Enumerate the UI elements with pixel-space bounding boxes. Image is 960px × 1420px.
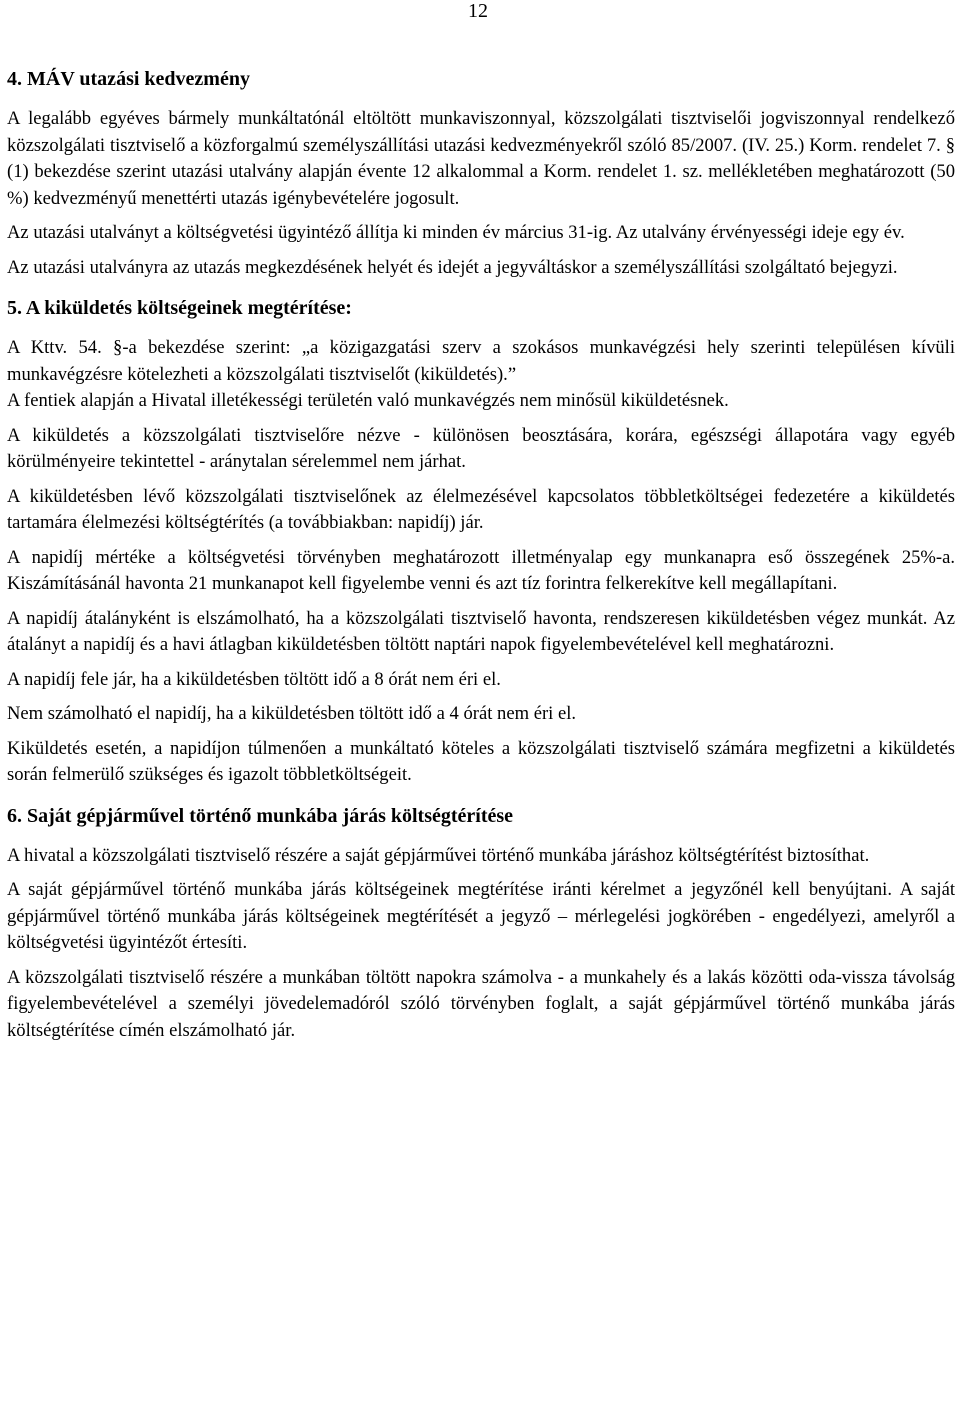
- section-5-paragraph-1b: A fentiek alapján a Hivatal illetékességi területén való munkavégzés nem minősül kiküldetésnek.: [7, 390, 729, 411]
- section-5-paragraph-6: A napidíj fele jár, ha a kiküldetésben töltött idő a 8 órát nem éri el.: [7, 668, 501, 690]
- section-5-paragraph-5: A napidíj átalányként is elszámolható, ha a közszolgálati tisztviselő havonta, rendszeresen kiküldetésben végez munkát. Az átalányt a napidíj és a havi átlagban kiküldetésben töltött naptári napok figyelembevételével kell meghatározni.: [7, 607, 955, 655]
- page-number: 12: [468, 0, 488, 22]
- document-body: [7, 64, 955, 1044]
- section-4-paragraph-1: A legalább egyéves bármely munkáltatónál eltöltött munkaviszonnyal, közszolgálati tisztviselői jogviszonnyal rendelkező közszolgálati tisztviselő a közforgalmú személyszállítási utazási kedvezményekről szóló 85/2007. (IV. 25.) Korm. rendelet 7. § (1) bekezdése szerint utazási utalvány alapján évente 12 alkalommal a Korm. rendelet 1. sz. mellékletében meghatározott (50 %) kedvezményű menettérti utazás igénybevételére jogosult.: [7, 108, 955, 209]
- section-6-paragraph-1: A hivatal a közszolgálati tisztviselő részére a saját gépjárművei történő munkába járáshoz költségtérítést biztosíthat.: [7, 844, 870, 866]
- section-6-heading: 6. Saját gépjárművel történő munkába járás költségtérítése: [7, 804, 514, 827]
- section-4-paragraph-2: Az utazási utalványt a költségvetési ügyintéző állítja ki minden év március 31-ig. Az utalvány érvényességi ideje egy év.: [7, 222, 905, 243]
- section-4-heading: 4. MÁV utazási kedvezmény: [7, 68, 250, 90]
- section-5-paragraph-4: A napidíj mértéke a költségvetési törvényben meghatározott illetményalap egy munkanapra eső összegének 25%-a. Kiszámításánál havonta 21 munkanapot kell figyelembe venni és azt tíz forintra felkerekítve kell megállapítani.: [7, 546, 955, 594]
- section-5-paragraph-7: Nem számolható el napidíj, ha a kiküldetésben töltött idő a 4 órát nem éri el.: [7, 703, 577, 724]
- section-5-heading: 5. A kiküldetés költségeinek megtérítése:: [7, 297, 352, 319]
- section-5-paragraph-1: A Kttv. 54. §-a bekezdése szerint: „a közigazgatási szerv a szokásos munkavégzési hely szerinti településen kívüli munkavégzésre kötelezheti a közszolgálati tisztviselőt (kiküldetés).”: [7, 337, 955, 385]
- section-5-paragraph-8: Kiküldetés esetén, a napidíjon túlmenően a munkáltató köteles a közszolgálati tisztviselő számára megfizetni a kiküldetés során felmerülő szükséges és igazolt többletköltségeit.: [7, 737, 955, 785]
- section-5-paragraph-3: A kiküldetésben lévő közszolgálati tisztviselőnek az élelmezésével kapcsolatos többletköltségei fedezetére a kiküldetés tartamára élelmezési költségtérítés (a továbbiakban: napidíj) jár.: [7, 485, 955, 533]
- section-4-paragraph-3: Az utazási utalványra az utazás megkezdésének helyét és idejét a jegyváltáskor a személyszállítási szolgáltató bejegyzi.: [7, 256, 898, 278]
- section-5-paragraph-2: A kiküldetés a közszolgálati tisztviselőre nézve - különösen beosztására, korára, egészségi állapotára vagy egyéb körülményeire tekintettel - aránytalan sérelemmel nem járhat.: [7, 424, 955, 472]
- section-6-paragraph-2: A saját gépjárművel történő munkába járás költségeinek megtérítése iránti kérelmet a jegyzőnél kell benyújtani. A saját gépjárművel történő munkába járás költségeinek megtérítését a jegyző – mérlegelési jogkörében - engedélyezi, amelyről a költségvetési ügyintézőt értesíti.: [7, 879, 955, 953]
- section-6-paragraph-3: A közszolgálati tisztviselő részére a munkában töltött napokra számolva - a munkahely és a lakás közötti oda-vissza távolság figyelembevételével a személyi jövedelemadóról szóló törvényben foglalt, a saját gépjárművel történő munkába járás költségtérítése címén elszámolható jár.: [7, 966, 955, 1041]
